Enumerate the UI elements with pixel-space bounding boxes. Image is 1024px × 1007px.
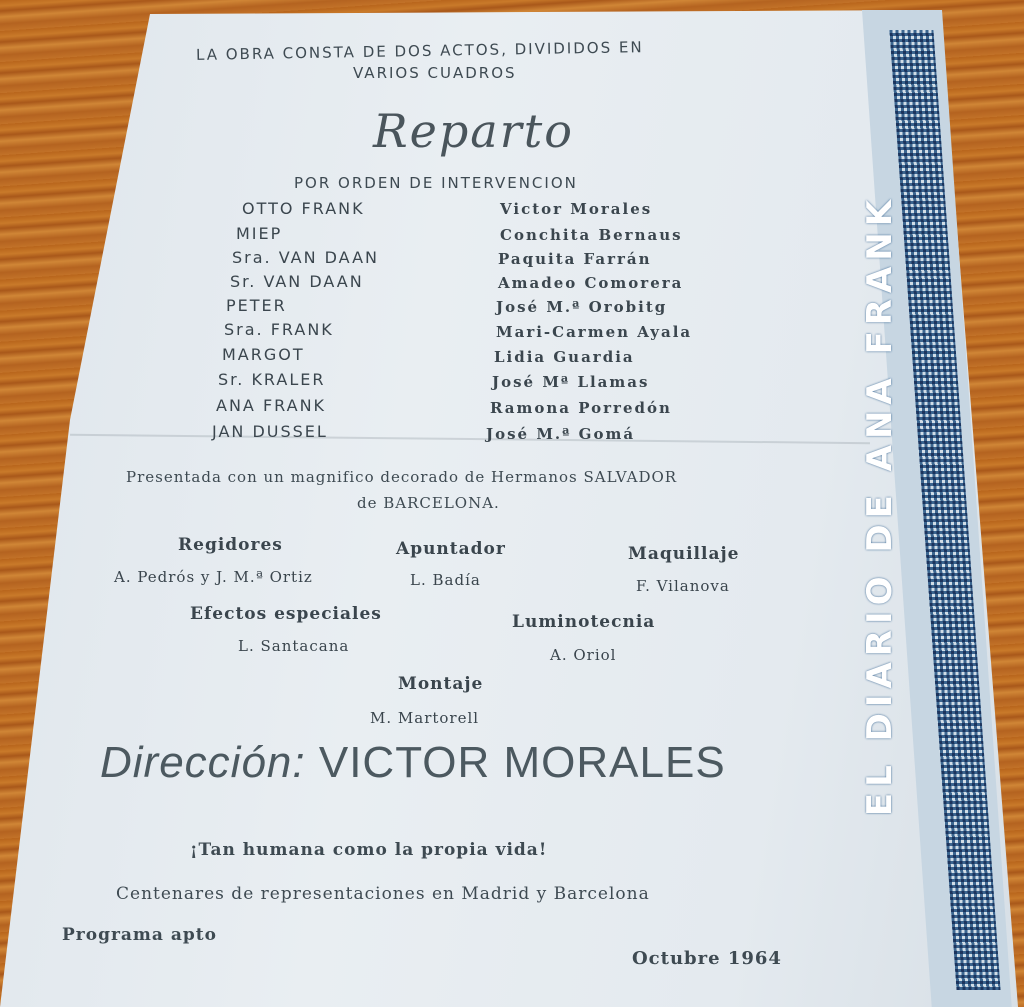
crew-name: A. Oriol (550, 646, 617, 664)
cast-role: ANA FRANK (216, 396, 327, 415)
intro-line-2: VARIOS CUADROS (353, 64, 517, 82)
cast-subtitle: POR ORDEN DE INTERVENCION (294, 174, 578, 192)
crew-name: L. Santacana (238, 637, 350, 655)
presentation-line-2: de BARCELONA. (357, 494, 500, 512)
cast-actor: José Mª Llamas (492, 373, 650, 391)
slogan: ¡Tan humana como la propia vida! (190, 840, 548, 860)
crew-title: Regidores (178, 535, 283, 555)
crew-name: M. Martorell (370, 709, 480, 727)
crew-title: Montaje (398, 674, 484, 694)
cast-role: Sra. FRANK (224, 320, 334, 339)
cast-role: PETER (226, 296, 287, 315)
cast-role: MARGOT (222, 345, 305, 364)
cast-role: Sr. KRALER (218, 370, 326, 389)
crew-name: L. Badía (410, 571, 481, 589)
cast-role: OTTO FRANK (242, 199, 365, 218)
crew-title: Maquillaje (628, 544, 740, 564)
crew-title: Luminotecnia (512, 612, 656, 632)
crew-title: Efectos especiales (190, 604, 382, 624)
cast-role: Sra. VAN DAAN (232, 248, 379, 267)
performances-note: Centenares de representaciones en Madrid y Barcelona (116, 884, 650, 904)
intro-line-1: LA OBRA CONSTA DE DOS ACTOS, DIVIDIDOS EN (195, 38, 644, 64)
cast-actor: Mari-Carmen Ayala (496, 323, 693, 341)
crew-name: A. Pedrós y J. M.ª Ortiz (114, 568, 313, 586)
director-name: VICTOR MORALES (318, 738, 726, 787)
cast-actor: Lidia Guardia (494, 348, 635, 366)
cast-role: Sr. VAN DAAN (230, 272, 364, 291)
crew-name: F. Vilanova (636, 577, 730, 595)
cast-role: JAN DUSSEL (212, 422, 328, 441)
program-date: Octubre 1964 (632, 948, 782, 969)
cast-actor: Amadeo Comorera (498, 274, 684, 292)
cast-actor: Victor Morales (500, 200, 653, 218)
cast-actor: José M.ª Orobitg (496, 298, 668, 316)
direction-label: Dirección: (100, 738, 306, 787)
cast-title: Reparto (373, 104, 574, 158)
cast-role: MIEP (236, 224, 283, 243)
side-strip-title: EL DIARIO DE ANA FRANK (860, 193, 900, 817)
direction-credit (100, 738, 726, 788)
crew-title: Apuntador (396, 539, 506, 559)
cast-actor: Paquita Farrán (498, 250, 652, 268)
program-rating: Programa apto (62, 925, 217, 945)
cast-actor: Ramona Porredón (490, 399, 672, 417)
presentation-line-1: Presentada con un magnifico decorado de Hermanos SALVADOR (126, 468, 678, 486)
cast-actor: José M.ª Gomá (486, 425, 636, 443)
cast-actor: Conchita Bernaus (500, 226, 683, 244)
